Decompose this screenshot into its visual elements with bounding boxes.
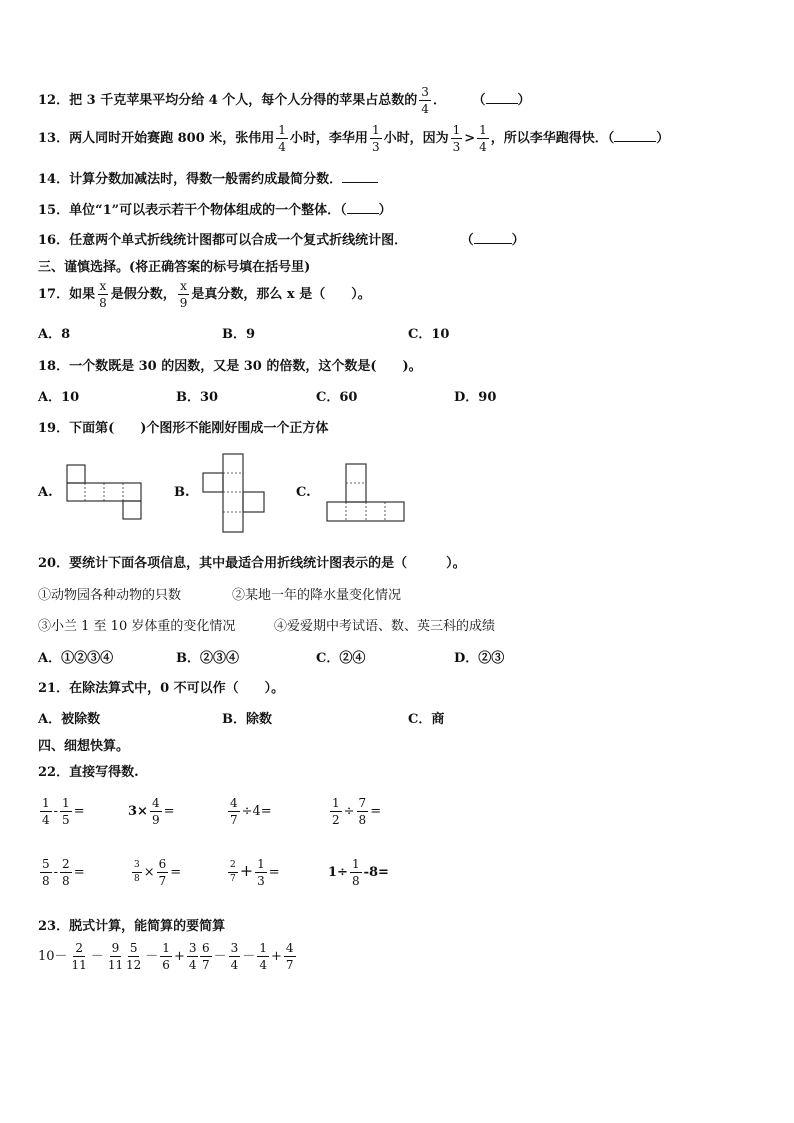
answer-blank[interactable]	[347, 213, 379, 214]
answer-blank[interactable]	[342, 182, 378, 183]
calc-3: $\frac{4}{7}$ ÷4=	[230, 796, 272, 827]
q20-item-2: ②某地一年的降水量变化情况	[232, 588, 402, 603]
fraction: $\frac{1}{3}$	[371, 123, 380, 154]
question-18: 18．一个数既是 30 的因数，又是 30 的倍数，这个数是( )。	[38, 359, 422, 374]
question-12: 12．把 3 千克苹果平均分给 4 个人，每个人分得的苹果占总数的 $\frac{3}{4}$ ． （ ）	[38, 85, 531, 116]
question-14: 14．计算分数加减法时，得数一般需约成最简分数．	[38, 168, 378, 187]
q21-option-a[interactable]: A．被除数	[38, 712, 101, 727]
q18-option-c[interactable]: C．60	[316, 390, 358, 405]
q12-text: 12．把 3 千克苹果平均分给 4 个人，每个人分得的苹果占总数的	[38, 93, 418, 108]
q19-label-b[interactable]: B.	[174, 485, 190, 500]
q18-option-a[interactable]: A．10	[38, 390, 80, 405]
calc-23-1: 10－ $\frac{2}{11}$ － $\frac{9}{11}$	[38, 941, 124, 972]
q20-item-1: ①动物园各种动物的只数	[38, 588, 182, 603]
calc-8: 1÷ $\frac{1}{8}$ -8=	[328, 857, 389, 888]
question-17: 17．如果 $\frac{x}{8}$ 是假分数， $\frac{x}{9}$ 是真分数，那么 x 是（ ）。	[38, 279, 371, 310]
q21-option-b[interactable]: B．除数	[222, 712, 272, 727]
q18-option-b[interactable]: B．30	[176, 390, 219, 405]
question-21: 21．在除法算式中，0 不可以作（ ）。	[38, 681, 285, 696]
answer-blank[interactable]	[486, 103, 518, 104]
q20-item-4: ④爱爱期中考试语、数、英三科的成绩	[274, 619, 496, 634]
fraction: $\frac{1}{4}$	[479, 123, 487, 154]
fraction: $\frac{1}{3}$	[452, 123, 461, 154]
q17-option-a[interactable]: A．8	[38, 327, 71, 342]
question-22: 22．直接写得数.	[38, 765, 139, 780]
calc-6: $\frac{3}{8}$ × $\frac{6}{7}$ =	[134, 857, 182, 888]
cube-net-b	[202, 453, 266, 533]
cube-net-a	[66, 464, 142, 520]
q19-label-c[interactable]: C.	[296, 485, 311, 500]
calc-7: $\frac{2}{7}$ + $\frac{1}{3}$ =	[230, 857, 280, 888]
question-13: 13．两人同时开始赛跑 800 米，张伟用 $\frac{1}{4}$ 小时，李华用 $\frac{1}{3}$ 小时，因为 $\frac{1}{3}$ > $\frac{1}{4}$ ，所以李华跑得快．（ ）	[38, 123, 670, 154]
cube-net-c	[326, 463, 406, 523]
answer-blank[interactable]	[614, 141, 656, 142]
fraction: $\frac{1}{4}$	[278, 123, 286, 154]
calc-4: $\frac{1}{2}$ ÷ $\frac{7}{8}$ =	[332, 796, 382, 827]
q20-option-c[interactable]: C．②④	[316, 651, 366, 666]
q20-item-3: ③小兰 1 至 10 岁体重的变化情况	[38, 619, 236, 634]
section-heading-4: 四、细想快算。	[38, 739, 130, 754]
q21-option-c[interactable]: C．商	[408, 712, 445, 727]
question-23: 23．脱式计算，能简算的要简算	[38, 919, 226, 934]
q17-option-b[interactable]: B．9	[222, 327, 256, 342]
question-20: 20．要统计下面各项信息，其中最适合用折线统计图表示的是（ ）。	[38, 556, 466, 571]
fraction: $\frac{x}{9}$	[179, 279, 188, 310]
q20-option-a[interactable]: A．①②③④	[38, 651, 114, 666]
fraction: $\frac{3}{4}$	[421, 85, 429, 116]
question-16: 16．任意两个单式折线统计图都可以合成一个复式折线统计图． （ ）	[38, 233, 525, 248]
calc-23-2: $\frac{5}{12}$ － $\frac{1}{6}$ + $\frac{3}{4}$	[126, 941, 197, 972]
answer-blank[interactable]	[474, 243, 512, 244]
calc-2: 3× $\frac{4}{9}$ =	[128, 796, 175, 827]
calc-5: $\frac{5}{8}$ - $\frac{2}{8}$ =	[42, 857, 85, 888]
question-19: 19．下面第( )个图形不能刚好围成一个正方体	[38, 421, 329, 436]
fraction: $\frac{x}{8}$	[99, 279, 107, 310]
section-heading-3: 三、谨慎选择。(将正确答案的标号填在括号里)	[38, 260, 311, 275]
calc-1: $\frac{1}{4}$ - $\frac{1}{5}$ =	[42, 796, 85, 827]
q20-option-b[interactable]: B．②③④	[176, 651, 239, 666]
q17-option-c[interactable]: C．10	[408, 327, 450, 342]
q19-label-a[interactable]: A.	[38, 485, 53, 500]
question-15: 15．单位“1”可以表示若干个物体组成的一个整体．（ ）	[38, 203, 392, 218]
q18-option-d[interactable]: D．90	[454, 390, 497, 405]
calc-23-3: $\frac{6}{7}$ － $\frac{3}{4}$ － $\frac{1}{4}$ + $\frac{4}{7}$	[202, 941, 294, 972]
q20-option-d[interactable]: D．②③	[454, 651, 505, 666]
